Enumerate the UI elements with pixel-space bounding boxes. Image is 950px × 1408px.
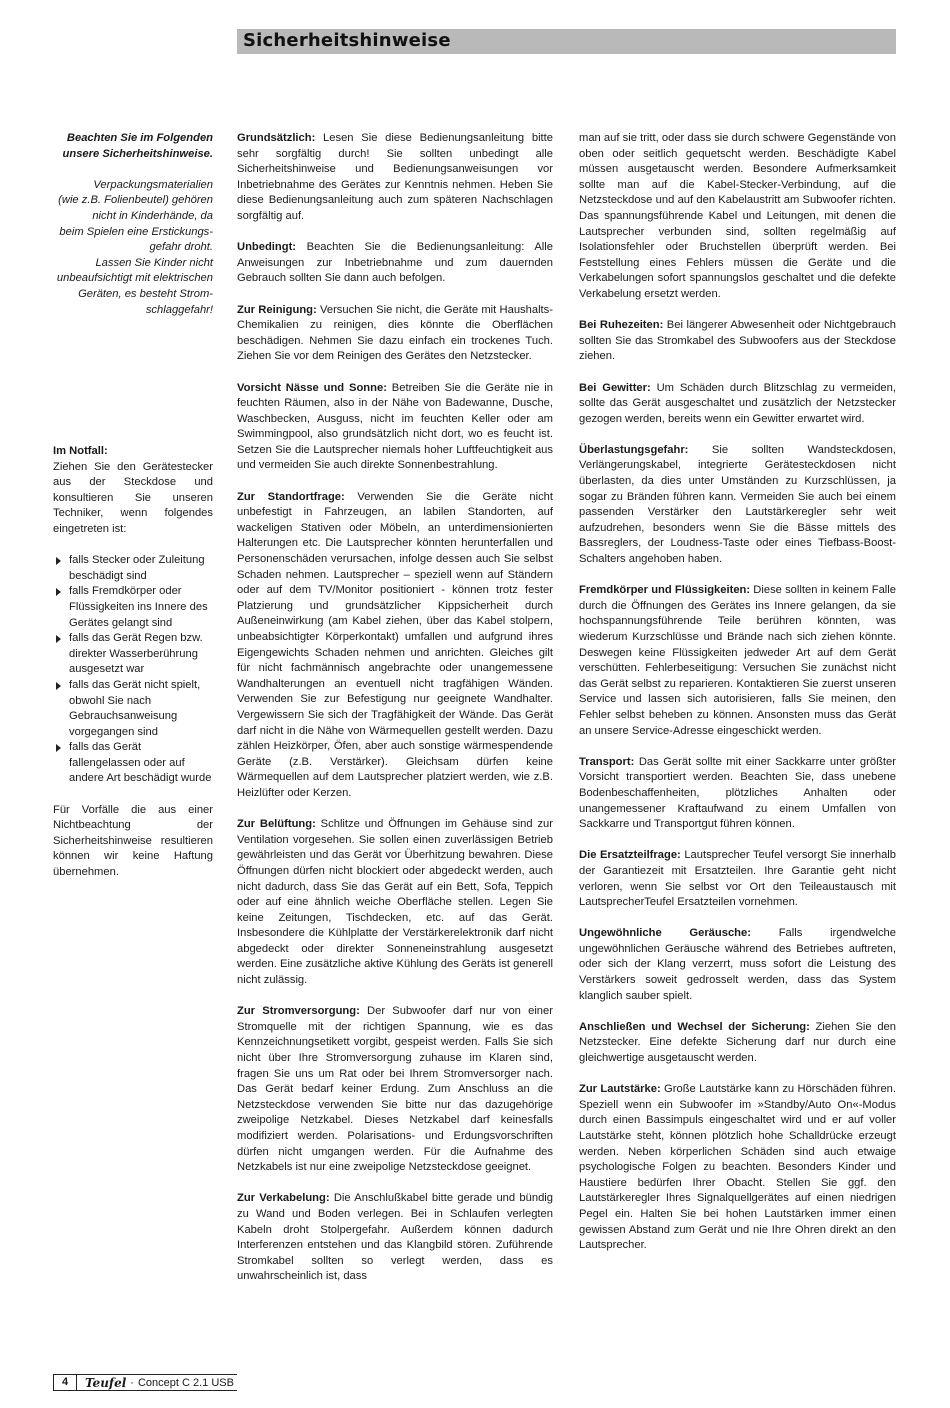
page-title: Sicherheitshinweise bbox=[243, 30, 451, 51]
section-verkabelung-continued: man auf sie tritt, oder dass sie durch schwere Gegenstände von oben oder seitlich gequetscht werden. Beschädigte Kabel müssen ausgetauscht werden. Besondere Aufmerksamkeit sollte man auf die Kabel-Stecker-Verbindung, auf die Netzsteckdose und auf den Kabelaustritt am Subwoofer richten. Das spannungsführende Kabel und Leitungen, mit denen die Lautsprecher verbunden sind, sollten regelmäßig auf Isolationsfehler oder Bruchstellen überprüft werden. Bei Feststellung eines Fehlers müssen die Geräte und die Verkabelungen sofort spannungslos geschaltet und die defekte Verkabelung ersetzt werden. bbox=[579, 132, 896, 300]
page-footer bbox=[53, 1374, 237, 1391]
emergency-title: Im Notfall: bbox=[53, 445, 108, 457]
list-item: falls Stecker oder Zuleitung beschädigt sind bbox=[53, 553, 213, 584]
section-unbedingt: Unbedingt: Beachten Sie die Bedienungsanleitung: Alle Anweisungen zur Inbetriebnahme und zum dauernden Gebrauch sollten Sie dann auch befolgen. bbox=[237, 241, 553, 285]
section-fremdkoerper: Fremdkörper und Flüssigkeiten: Diese sollten in keinem Falle durch die Öffnungen des Gerätes ins Innere gelangen, da sie hochspannungsführende Teile berühren könnten, was wiederum Kurzschlüsse und Brände nach sich ziehen könnte. Deswegen keine Flüssigkeiten jedweder Art auf dem Gerät verschütten. Fehlerbeseitigung: Versuchen Sie zunächst nicht das Gerät selbst zu reparieren. Kontaktieren Sie zuerst unseren Service und lassen sich autorisieren, falls Sie meinen, den Fehler selbst beheben zu können. Ansonsten muss das Gerät an unsere Service-Adresse eingeschickt werden. bbox=[579, 584, 896, 737]
list-item: falls das Gerät nicht spielt, obwohl Sie nach Gebrauchsanweisung vorgegangen sind bbox=[53, 678, 213, 740]
section-grundsaetzlich: Grundsätzlich: Lesen Sie diese Bedienungsanleitung bitte sehr sorgfältig durch! Sie sollten unbedingt alle Sicherheitshinweise und Bedienungsanweisungen vor Inbetriebnahme des Gerätes zur Kenntnis nehmen. Heben Sie diese Bedienungsanleitung auch zum späteren Nachschlagen sorgfältig auf. bbox=[237, 132, 553, 222]
triangle-bullet-icon bbox=[56, 682, 61, 690]
side-note-body: Verpackungsmaterialien (wie z.B. Folienbeutel) gehören nicht in Kinderhände, da beim Spielen eine Erstickungs- gefahr droht. Lassen Sie Kinder nicht unbeaufsichtigt mit elektrischen Geräten, es besteht Strom- schlaggefahr! bbox=[56, 178, 213, 316]
section-transport: Transport: Das Gerät sollte mit einer Sackkarre unter größter Vorsicht transportiert werden. Beachten Sie, dass unebene Bodenbeschaffenheiten, plötzliches Anhalten oder unangemessener Kraftaufwand zu einem Umfallen von Sackkarre und Transportgut führen können. bbox=[579, 755, 896, 831]
left-column bbox=[53, 131, 213, 879]
section-sicherung: Anschließen und Wechsel der Sicherung: Ziehen Sie den Netzstecker. Eine defekte Sicherung darf nur durch eine gleichwertige ausgetauscht werden. bbox=[579, 1020, 896, 1065]
section-stromversorgung: Zur Stromversorgung: Der Subwoofer darf nur von einer Stromquelle mit der richtigen Spannung, wie es das Kennzeichnungsetikett vorgibt, gespeist werden. Falls Sie sich nicht über Ihre Stromversorgung zuhause im Klaren sind, fragen Sie uns um Rat oder bei Ihrem Stromversorger nach. Das Gerät bedarf keiner Erdung. Zum Anschluss an die Netzsteckdose verwenden Sie bitte nur das dazugehörige zweipolige Netzkabel. Dieses Netzkabel darf keinesfalls modifiziert werden. Polarisations- und Erdungsvorschriften dürfen nicht umgangen werden. Für die Aufnahme des Netzkabels ist nur eine zweipolige Netzsteckdose geeignet. bbox=[237, 1005, 553, 1174]
right-column bbox=[579, 131, 896, 1269]
section-reinigung: Zur Reinigung: Versuchen Sie nicht, die Geräte mit Haushalts-Chemikalien zu reinigen, dies könnte die Oberflächen beschädigen. Nehmen Sie dazu einfach ein trockenes Tuch. Ziehen Sie vor dem Reinigen des Gerätes den Netzstecker. bbox=[237, 303, 553, 363]
emergency-intro: Ziehen Sie den Gerätestecker aus der Steckdose und konsultieren Sie unseren Techniker, wenn folgendes eingetreten ist: bbox=[53, 460, 213, 535]
triangle-bullet-icon bbox=[56, 635, 61, 643]
page-number: 4 bbox=[53, 1375, 77, 1390]
list-item: falls das Gerät Regen bzw. direkter Wasserberührung ausgesetzt war bbox=[53, 631, 213, 678]
section-ruhezeiten: Bei Ruhezeiten: Bei längerer Abwesenheit oder Nichtgebrauch sollten Sie das Stromkabel des Subwoofers aus der Steckdose ziehen. bbox=[579, 319, 896, 363]
triangle-bullet-icon bbox=[56, 588, 61, 596]
section-belueftung: Zur Belüftung: Schlitze und Öffnungen im Gehäuse sind zur Ventilation vorgesehen. Sie sollen einen zuverlässigen Betrieb gewährleisten und das Gerät vor Überhitzung bewahren. Diese Öffnungen dürfen nicht blockiert oder abgedeckt werden, auch nicht dadurch, dass Sie das Gerät auf ein Bett, Sofa, Teppich oder auf eine ähnlich weiche Oberfläche stellen. Legen Sie keine Zeitungen, Tischdecken, etc. auf das Gerät. Insbesondere die Kühlplatte der Verstärkerelektronik darf nicht abgedeckt oder direkter Sonneneinstrahlung ausgesetzt werden. Eine zusätzliche aktive Kühlung des Geräts ist generell nicht zulässig. bbox=[237, 818, 553, 987]
section-standortfrage: Zur Standortfrage: Verwenden Sie die Geräte nicht unbefestigt in Fahrzeugen, an labilen Standorten, auf wackeligen Stativen oder Möbeln, an unterdimensionierten Halterungen etc. Die Lautsprecher könnten herunterfallen und Personenschäden verursachen, infolge dessen auch Sie selbst Schaden nehmen. Lautsprecher – speziell wenn auf Ständern oder auf dem TV/Monitor positioniert - können trotz fester Platzierung und grundsätzlicher Kippsicherheit durch Außeneinwirkung (am Kabel ziehen, über das Kabel stolpern, unbeabsichtigter Körperkontakt) umfallen und aufgrund ihres Eigengewichts Schaden nehmen und anrichten. Gleiches gilt für nicht fachmännisch angebrachte oder unangemessene Wandhalterungen an eventuell nicht tragfähigen Wänden. Verwenden Sie zur Befestigung nur geeignete Wandhalter. Vergewissern Sie sich der Tragfähigkeit der Wände. Das Gerät darf nicht in die Nähe von Wärmequellen gestellt werden. Dazu zählen Heizkörper, Öfen, aber auch sonstige wärmespendende Geräte (z.B. Verstärker). Gleichsam dürfen keine Wärmequellen auf dem Lautsprecher platziert werden, wie z.B. Heizlüfter oder Kerzen. bbox=[237, 490, 553, 799]
list-item: falls Fremdkörper oder Flüssigkeiten ins Innere des Gerätes gelangt sind bbox=[53, 584, 213, 631]
section-verkabelung: Zur Verkabelung: Die Anschlußkabel bitte gerade und bündig zu Wand und Boden verlegen. Bei in Schlaufen verlegten Kabeln droht Stolpergefahr. Außerdem können dadurch Interferenzen entstehen und das Klangbild stören. Zuführende Stromkabel sollten so verlegt werden, dass es unwahrscheinlich ist, dass bbox=[237, 1192, 553, 1283]
section-ueberlastung: Überlastungsgefahr: Sie sollten Wandsteckdosen, Verlängerungskabel, integrierte Gerätesteckdosen nicht überlasten, da dies unter Umständen zu Kurzschlüssen, ja sogar zu Bränden führen kann. Vermeiden Sie auch bei einem passenden Verstärker den Lautstärkeregler sehr weit aufzudrehen, besonders wenn Sie die Bässe mittels des Bassreglers, der Loudness-Taste oder eines Tiefbass-Boost-Schalters angehoben haben. bbox=[579, 443, 896, 566]
liability-disclaimer: Für Vorfälle die aus einer Nichtbeachtung der Sicherheitshinweise resultieren können wir keine Haftung übernehmen. bbox=[53, 803, 213, 879]
list-item: falls das Gerät fallengelassen oder auf andere Art beschädigt wurde bbox=[53, 740, 213, 787]
side-note-title: Beachten Sie im Folgenden unsere Sicherheitshinweise. bbox=[62, 132, 213, 160]
footer-separator: · bbox=[130, 1376, 134, 1389]
side-note bbox=[53, 131, 213, 318]
section-naesse-sonne: Vorsicht Nässe und Sonne: Betreiben Sie die Geräte nie in feuchten Räumen, also in der Nähe von Badewanne, Dusche, Waschbecken, Ausguss, nicht im feuchten Keller oder am Swimmingpool, also grundsätzlich nicht dort, wo es feucht ist. Setzen Sie die Lautsprecher niemals hoher Luftfeuchtigkeit aus und vermeiden Sie auch direkte Sonnenbestrahlung. bbox=[237, 381, 553, 472]
section-lautstaerke: Zur Lautstärke: Große Lautstärke kann zu Hörschäden führen. Speziell wenn ein Subwoofer im »Standby/Auto On«-Modus durch einen Bassimpuls eingeschaltet wird und er auf voller Lautstärke steht, können plötzlich hohe Schalldrücke erzeugt werden. Neben körperlichen Schäden sind auch etwaige psychologische Folgen zu beachten. Besonders Kinder und Haustiere bedürfen Ihrer Obacht. Stellen Sie ggf. den Lautstärkeregler Ihres Signalquellgerätes auf einen niedrigen Pegel ein. Halten Sie bei hohen Lautstärken immer einen gewissen Abstand zum Gerät und nie Ihre Ohren direkt an den Lautsprecher. bbox=[579, 1083, 896, 1252]
page-header-bar bbox=[237, 29, 896, 54]
emergency-list bbox=[53, 553, 213, 787]
middle-column bbox=[237, 131, 553, 1301]
emergency-section bbox=[53, 444, 213, 896]
brand-logo: Teufel bbox=[85, 1375, 127, 1390]
section-gewitter: Bei Gewitter: Um Schäden durch Blitzschlag zu vermeiden, sollte das Gerät ausgeschaltet und zusätzlich der Netzstecker gezogen werden, bereits wenn ein Gewitter erwartet wird. bbox=[579, 381, 896, 425]
section-ersatzteilfrage: Die Ersatzteilfrage: Lautsprecher Teufel versorgt Sie innerhalb der Garantiezeit mit Ersatzteilen. Ihre Garantie geht nicht verloren, wenn Sie selbst vor Ort den Teileaustausch mit LautsprecherTeufel Ersatzteilen vornehmen. bbox=[579, 849, 897, 909]
triangle-bullet-icon bbox=[56, 744, 61, 752]
triangle-bullet-icon bbox=[56, 557, 61, 565]
product-name: Concept C 2.1 USB bbox=[137, 1376, 234, 1389]
section-geraeusche: Ungewöhnliche Geräusche: Falls irgendwelche ungewöhnlichen Geräusche während des Betriebes auftreten, oder sich der Klang verzerrt, muss sofort die Leistung des Verstärkers soweit gedrosselt werden, dass das System klanglich sauber spielt. bbox=[579, 927, 896, 1002]
